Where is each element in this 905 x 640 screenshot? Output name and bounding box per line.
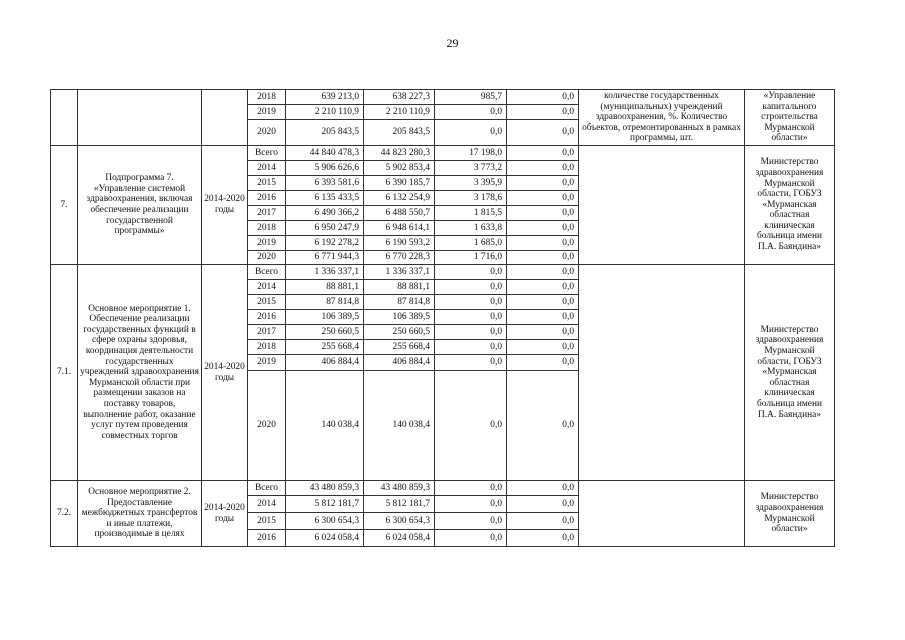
regional-budget-cell: 6 390 185,7 xyxy=(364,176,435,191)
indicator-cell xyxy=(579,481,745,547)
year-cell: 2016 xyxy=(248,530,286,547)
other-funds-cell: 0,0 xyxy=(507,310,579,325)
year-cell: 2015 xyxy=(248,295,286,310)
other-funds-cell: 0,0 xyxy=(507,530,579,547)
federal-budget-cell: 0,0 xyxy=(435,513,507,530)
other-funds-cell: 0,0 xyxy=(507,105,579,120)
federal-budget-cell: 0,0 xyxy=(435,496,507,513)
total-cell: 43 480 859,3 xyxy=(286,481,364,496)
regional-budget-cell: 6 024 058,4 xyxy=(364,530,435,547)
title-cell xyxy=(78,90,202,146)
federal-budget-cell: 0,0 xyxy=(435,105,507,120)
section-number: 7.2. xyxy=(51,481,78,547)
total-cell: 6 771 944,3 xyxy=(286,251,364,265)
other-funds-cell: 0,0 xyxy=(507,251,579,265)
federal-budget-cell: 0,0 xyxy=(435,530,507,547)
year-cell: 2020 xyxy=(248,251,286,265)
other-funds-cell: 0,0 xyxy=(507,191,579,206)
total-cell: 140 038,4 xyxy=(286,371,364,481)
regional-budget-cell: 44 823 280,3 xyxy=(364,146,435,161)
federal-budget-cell: 1 633,8 xyxy=(435,221,507,236)
federal-budget-cell: 1 815,5 xyxy=(435,206,507,221)
total-cell: 88 881,1 xyxy=(286,280,364,295)
other-funds-cell: 0,0 xyxy=(507,265,579,280)
regional-budget-cell: 250 660,5 xyxy=(364,325,435,340)
year-cell: 2020 xyxy=(248,120,286,146)
regional-budget-cell: 6 132 254,9 xyxy=(364,191,435,206)
other-funds-cell: 0,0 xyxy=(507,371,579,481)
federal-budget-cell: 0,0 xyxy=(435,481,507,496)
regional-budget-cell: 88 881,1 xyxy=(364,280,435,295)
total-cell: 44 840 478,3 xyxy=(286,146,364,161)
total-cell: 639 213,0 xyxy=(286,90,364,105)
regional-budget-cell: 43 480 859,3 xyxy=(364,481,435,496)
total-cell: 87 814,8 xyxy=(286,295,364,310)
regional-budget-cell: 638 227,3 xyxy=(364,90,435,105)
federal-budget-cell: 3 178,6 xyxy=(435,191,507,206)
regional-budget-cell: 6 190 593,2 xyxy=(364,236,435,251)
year-cell: 2017 xyxy=(248,206,286,221)
num-cell xyxy=(51,90,78,146)
total-cell: 2 210 110,9 xyxy=(286,105,364,120)
year-cell: 2019 xyxy=(248,355,286,371)
section-title: Основное мероприятие 2. Предоставление межбюджетных трансфертов и иные платежи, производимые в целях xyxy=(78,481,202,547)
regional-budget-cell: 6 300 654,3 xyxy=(364,513,435,530)
other-funds-cell: 0,0 xyxy=(507,295,579,310)
federal-budget-cell: 1 685,0 xyxy=(435,236,507,251)
other-funds-cell: 0,0 xyxy=(507,236,579,251)
year-cell: 2018 xyxy=(248,90,286,105)
regional-budget-cell: 6 488 550,7 xyxy=(364,206,435,221)
executor-cell: Министерство здравоохранения Мурманской области, ГОБУЗ «Мурманская областная клиническая больница имени П.А. Баяндина» xyxy=(745,146,835,265)
total-cell: 5 812 181,7 xyxy=(286,496,364,513)
year-cell: 2020 xyxy=(248,371,286,481)
indicator-cell xyxy=(579,265,745,481)
total-cell: 106 389,5 xyxy=(286,310,364,325)
other-funds-cell: 0,0 xyxy=(507,176,579,191)
period-cell xyxy=(202,90,248,146)
year-cell: 2014 xyxy=(248,496,286,513)
year-cell: Всего xyxy=(248,481,286,496)
year-cell: 2019 xyxy=(248,105,286,120)
section-period: 2014-2020 годы xyxy=(202,481,248,547)
section-title: Основное мероприятие 1. Обеспечение реализации государственных функций в сфере охраны здоровья, координация деятельности государственных учреждений здравоохранения Мурманской области при размещении заказов на поставку товаров, выполнение работ, оказание услуг путем проведения совместных торгов xyxy=(78,265,202,481)
section-title: Подпрограмма 7. «Управление системой здравоохранения, включая обеспечение реализации государственной программы» xyxy=(78,146,202,265)
table-row xyxy=(51,265,835,280)
total-cell: 5 906 626,6 xyxy=(286,161,364,176)
section-period: 2014-2020 годы xyxy=(202,146,248,265)
section-period: 2014-2020 годы xyxy=(202,265,248,481)
regional-budget-cell: 1 336 337,1 xyxy=(364,265,435,280)
regional-budget-cell: 2 210 110,9 xyxy=(364,105,435,120)
federal-budget-cell: 0,0 xyxy=(435,310,507,325)
total-cell: 406 884,4 xyxy=(286,355,364,371)
total-cell: 250 660,5 xyxy=(286,325,364,340)
table-row xyxy=(51,481,835,496)
total-cell: 1 336 337,1 xyxy=(286,265,364,280)
regional-budget-cell: 6 770 228,3 xyxy=(364,251,435,265)
section-number: 7. xyxy=(51,146,78,265)
year-cell: Всего xyxy=(248,146,286,161)
other-funds-cell: 0,0 xyxy=(507,340,579,355)
total-cell: 6 135 433,5 xyxy=(286,191,364,206)
total-cell: 6 393 581,6 xyxy=(286,176,364,191)
other-funds-cell: 0,0 xyxy=(507,90,579,105)
federal-budget-cell: 0,0 xyxy=(435,355,507,371)
year-cell: 2016 xyxy=(248,191,286,206)
federal-budget-cell: 0,0 xyxy=(435,120,507,146)
other-funds-cell: 0,0 xyxy=(507,161,579,176)
regional-budget-cell: 6 948 614,1 xyxy=(364,221,435,236)
total-cell: 6 300 654,3 xyxy=(286,513,364,530)
federal-budget-cell: 1 716,0 xyxy=(435,251,507,265)
federal-budget-cell: 0,0 xyxy=(435,295,507,310)
other-funds-cell: 0,0 xyxy=(507,280,579,295)
other-funds-cell: 0,0 xyxy=(507,221,579,236)
year-cell: 2017 xyxy=(248,325,286,340)
federal-budget-cell: 0,0 xyxy=(435,280,507,295)
regional-budget-cell: 87 814,8 xyxy=(364,295,435,310)
table-row xyxy=(51,90,835,105)
section-number: 7.1. xyxy=(51,265,78,481)
other-funds-cell: 0,0 xyxy=(507,146,579,161)
federal-budget-cell: 3 395,9 xyxy=(435,176,507,191)
federal-budget-cell: 0,0 xyxy=(435,265,507,280)
regional-budget-cell: 205 843,5 xyxy=(364,120,435,146)
total-cell: 6 490 366,2 xyxy=(286,206,364,221)
executor-cell: Министерство здравоохранения Мурманской области» xyxy=(745,481,835,547)
regional-budget-cell: 106 389,5 xyxy=(364,310,435,325)
federal-budget-cell: 0,0 xyxy=(435,340,507,355)
other-funds-cell: 0,0 xyxy=(507,120,579,146)
indicator-cell xyxy=(579,146,745,265)
other-funds-cell: 0,0 xyxy=(507,206,579,221)
year-cell: 2018 xyxy=(248,340,286,355)
regional-budget-cell: 140 038,4 xyxy=(364,371,435,481)
total-cell: 6 024 058,4 xyxy=(286,530,364,547)
other-funds-cell: 0,0 xyxy=(507,355,579,371)
year-cell: 2016 xyxy=(248,310,286,325)
page-number: 29 xyxy=(446,36,459,50)
table-row xyxy=(51,146,835,161)
federal-budget-cell: 17 198,0 xyxy=(435,146,507,161)
total-cell: 255 668,4 xyxy=(286,340,364,355)
indicator-cell: количестве государственных (муниципальных) учреждений здравоохранения, %. Количество объектов, отремонтированных в рамках программы, шт. xyxy=(579,90,745,146)
executor-cell: «Управление капитального строительства Мурманской области» xyxy=(745,90,835,146)
total-cell: 205 843,5 xyxy=(286,120,364,146)
federal-budget-cell: 0,0 xyxy=(435,371,507,481)
executor-cell: Министерство здравоохранения Мурманской области, ГОБУЗ «Мурманская областная клиническая больница имени П.А. Баяндина» xyxy=(745,265,835,481)
year-cell: 2014 xyxy=(248,161,286,176)
total-cell: 6 192 278,2 xyxy=(286,236,364,251)
program-table xyxy=(50,89,835,547)
total-cell: 6 950 247,9 xyxy=(286,221,364,236)
year-cell: 2015 xyxy=(248,513,286,530)
other-funds-cell: 0,0 xyxy=(507,325,579,340)
year-cell: 2018 xyxy=(248,221,286,236)
regional-budget-cell: 5 812 181,7 xyxy=(364,496,435,513)
regional-budget-cell: 406 884,4 xyxy=(364,355,435,371)
regional-budget-cell: 255 668,4 xyxy=(364,340,435,355)
year-cell: Всего xyxy=(248,265,286,280)
year-cell: 2019 xyxy=(248,236,286,251)
other-funds-cell: 0,0 xyxy=(507,496,579,513)
other-funds-cell: 0,0 xyxy=(507,513,579,530)
year-cell: 2015 xyxy=(248,176,286,191)
federal-budget-cell: 3 773,2 xyxy=(435,161,507,176)
federal-budget-cell: 0,0 xyxy=(435,325,507,340)
regional-budget-cell: 5 902 853,4 xyxy=(364,161,435,176)
year-cell: 2014 xyxy=(248,280,286,295)
federal-budget-cell: 985,7 xyxy=(435,90,507,105)
other-funds-cell: 0,0 xyxy=(507,481,579,496)
